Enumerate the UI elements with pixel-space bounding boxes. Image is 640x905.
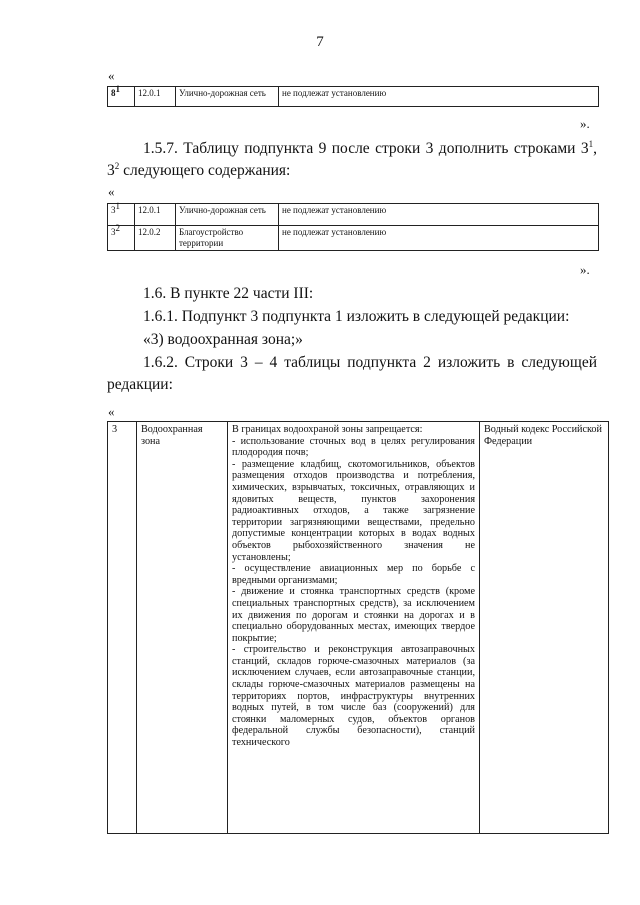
row-code: 12.0.1 <box>135 87 176 107</box>
restriction-line: - осуществление авиационных мер по борьбе с вредными организмами; <box>232 563 475 586</box>
row-number: 3 <box>108 422 137 834</box>
table-row <box>108 87 599 107</box>
table-row <box>108 422 609 834</box>
row-code: 12.0.2 <box>135 226 176 251</box>
paragraph-1-5-7: 1.5.7. Таблицу подпункта 9 после строки 3 дополнить строками $3^1$, $3^2$ следующего содержания: <box>107 138 597 179</box>
row-name: Улично-дорожная сеть <box>176 87 279 107</box>
quote-close: ». <box>580 262 590 277</box>
restriction-line: - размещение кладбищ, скотомогильников, объектов размещения отходов производства и потребления, химических, взрывчатых, токсичных, отравляющих и ядовитых веществ, пунктов захоронения радиоактивных отходов, а также загрязнение территории загрязняющими веществами, предельно допустимые концентрации которых в водах водных объектов рыбохозяйственного значения не установлены; <box>232 458 475 563</box>
quote-open: « <box>108 68 115 83</box>
row-number: $8^1$ <box>108 87 135 107</box>
paragraph-1-6: 1.6. В пункте 22 части III: <box>143 285 314 302</box>
restriction-line: В границах водоохраной зоны запрещается: <box>232 424 423 435</box>
row-value: не подлежат установлению <box>279 87 599 107</box>
quote-open: « <box>108 184 115 199</box>
row-code: 12.0.1 <box>135 204 176 226</box>
table-water-zone <box>107 421 609 834</box>
row-zone-name: Водоохранная зона <box>137 422 228 834</box>
row-value: не подлежат установлению <box>279 204 599 226</box>
restriction-line: - строительство и реконструкция автозаправочных станций, складов горюче-смазочных материалов (за исключением случаев, если автозаправочные станции, склады горюче-смазочных материалов размещены на территориях портов, инфраструктуры внутренних водных путей, в том числе баз (сооружений) для стоянки маломерных судов, объектов органов федеральной службы безопасности), станций технического <box>232 644 475 749</box>
restriction-line: - движение и стоянка транспортных средств (кроме специальных транспортных средств), за исключением их движения по дорогам и стоянки на дорогах и в специально оборудованных местах, имеющих твердое покрытие; <box>232 586 475 644</box>
page-number: 7 <box>316 34 324 50</box>
table-additional-rows <box>107 203 599 251</box>
table-street-network <box>107 86 599 107</box>
paragraph-1-6-2: 1.6.2. Строки 3 – 4 таблицы подпункта 2 изложить в следующей редакции: <box>107 354 597 393</box>
row-name: Улично-дорожная сеть <box>176 204 279 226</box>
paragraph-1-6-1: 1.6.1. Подпункт 3 подпункта 1 изложить в следующей редакции: <box>143 308 570 325</box>
paragraph-1-6-1-quote: «3) водоохранная зона;» <box>143 331 303 348</box>
row-source: Водный кодекс Российской Федерации <box>480 422 609 834</box>
row-number: $3^2$ <box>108 226 135 251</box>
quote-open: « <box>108 404 115 419</box>
quote-close: ». <box>580 116 590 131</box>
table-row <box>108 226 599 251</box>
restriction-line: - использование сточных вод в целях регулирования плодородия почв; <box>232 435 475 459</box>
row-value: не подлежат установлению <box>279 226 599 251</box>
table-row <box>108 204 599 226</box>
row-number: $3^1$ <box>108 204 135 226</box>
row-restrictions <box>228 422 480 834</box>
row-name: Благоустройство территории <box>176 226 279 251</box>
